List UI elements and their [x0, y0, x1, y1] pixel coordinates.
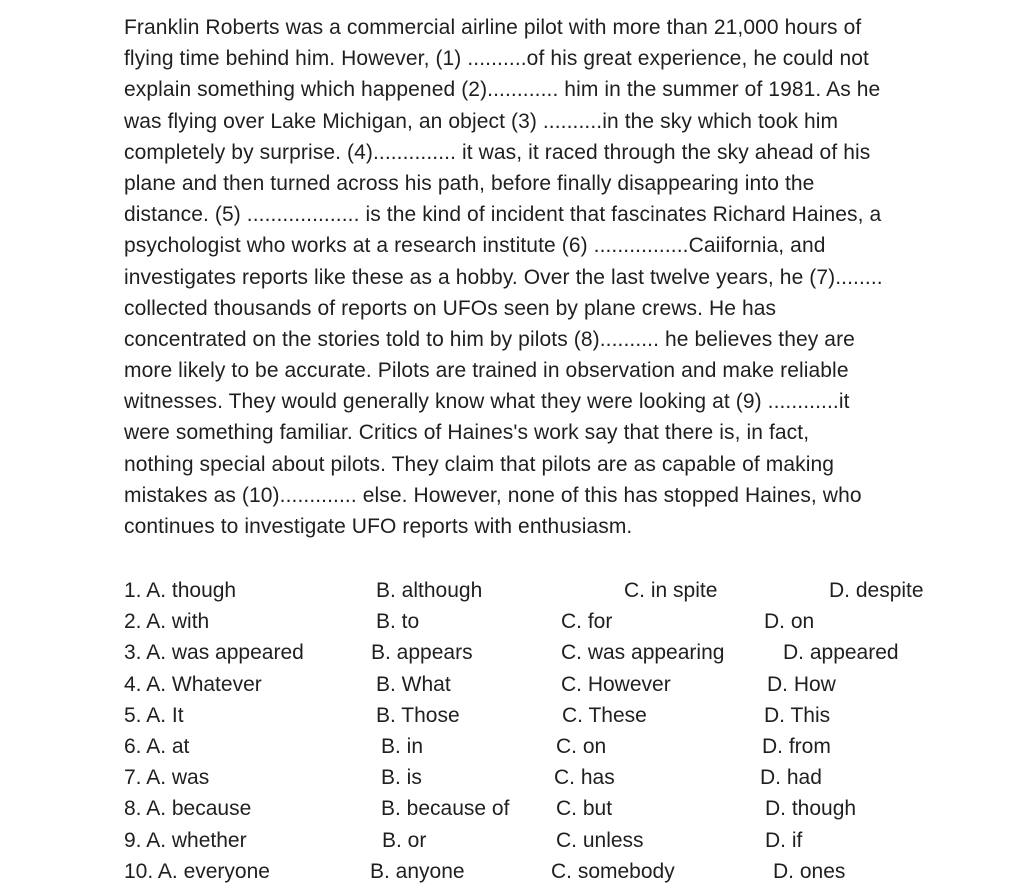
question-number: 6. [124, 734, 142, 758]
option-b: B. although [376, 579, 483, 602]
question-number: 10. [124, 859, 154, 883]
option-d: D. had [760, 766, 822, 790]
question-number: 4. [124, 672, 142, 696]
passage-line: were something familiar. Critics of Haines's work say that there is, in fact, [124, 421, 810, 445]
passage [124, 12, 994, 542]
passage-line: plane and then turned across his path, before finally disappearing into the [124, 171, 815, 195]
option-a: 9. A. whether [124, 828, 247, 852]
passage-line: more likely to be accurate. Pilots are trained in observation and make reliable [124, 359, 849, 383]
option-b: B. Those [376, 703, 460, 727]
question-number: 9. [124, 828, 142, 852]
option-c: C. somebody [551, 859, 675, 883]
option-b: B. anyone [370, 859, 465, 883]
option-b: B. in [381, 734, 424, 758]
question-row [0, 637, 1024, 668]
passage-line: flying time behind him. However, (1) ..........of his great experience, he could not [124, 47, 869, 71]
question-number: 2. [124, 610, 142, 634]
passage-line: mistakes as (10)............. else. However, none of this has stopped Haines, who [124, 483, 862, 507]
option-b: B. What [376, 672, 451, 696]
option-c: C. unless [556, 828, 644, 852]
option-b: B. is [381, 766, 422, 790]
question-number: 8. [124, 797, 142, 821]
option-b: B. or [382, 828, 427, 852]
passage-line: distance. (5) ................... is the kind of incident that fascinates Richard Haines, a [124, 203, 882, 227]
passage-line: nothing special about pilots. They claim that pilots are as capable of making [124, 452, 835, 476]
option-d: D. ones [773, 859, 846, 883]
option-d: D. How [767, 672, 836, 696]
passage-line: continues to investigate UFO reports with enthusiasm. [124, 515, 633, 538]
passage-line: explain something which happened (2)............ him in the summer of 1981. As he [124, 78, 881, 102]
passage-line: completely by surprise. (4).............. it was, it raced through the sky ahead of his [124, 140, 871, 164]
question-number: 7. [124, 766, 142, 790]
question-row [0, 762, 1024, 793]
option-c: C. However [561, 672, 671, 696]
question-row [0, 731, 1024, 762]
passage-line: witnesses. They would generally know what they were looking at (9) ............it [124, 390, 850, 414]
option-b: B. appears [371, 641, 473, 665]
option-b: B. to [376, 610, 420, 634]
option-a: 8. A. because [124, 797, 252, 821]
option-d: D. if [765, 828, 803, 852]
option-c: C. was appearing [561, 641, 725, 665]
question-row [0, 575, 1024, 606]
question-row [0, 700, 1024, 731]
option-d: D. despite [829, 579, 924, 602]
option-a: 2. A. with [124, 610, 210, 634]
option-a: 5. A. It [124, 703, 184, 727]
question-row [0, 606, 1024, 637]
passage-line: Franklin Roberts was a commercial airline pilot with more than 21,000 hours of [124, 16, 862, 39]
option-c: C. but [556, 797, 613, 821]
option-b: B. because of [381, 797, 510, 821]
passage-line: psychologist who works at a research institute (6) ................Caiifornia, and [124, 234, 826, 258]
option-c: C. has [554, 766, 615, 790]
option-c: C. on [556, 734, 607, 758]
option-c: C. for [561, 610, 613, 634]
passage-line: collected thousands of reports on UFOs seen by plane crews. He has [124, 296, 777, 320]
option-d: D. appeared [783, 641, 899, 665]
question-number: 1. [124, 579, 142, 602]
question-number: 3. [124, 641, 142, 665]
option-d: D. on [764, 610, 815, 634]
option-a: 7. A. was [124, 766, 210, 790]
option-d: D. This [764, 703, 831, 727]
question-row [0, 825, 1024, 856]
question-row [0, 793, 1024, 824]
option-c: C. in spite [624, 579, 718, 602]
passage-line: was flying over Lake Michigan, an object (3) ..........in the sky which took him [124, 109, 839, 133]
answer-options [0, 575, 1024, 887]
question-row [0, 856, 1024, 887]
option-a: 10. A. everyone [124, 859, 270, 883]
option-a: 1. A. though [124, 579, 237, 602]
question-row [0, 669, 1024, 700]
option-d: D. though [765, 797, 857, 821]
option-c: C. These [562, 703, 647, 727]
option-a: 3. A. was appeared [124, 641, 304, 665]
option-a: 4. A. Whatever [124, 672, 262, 696]
passage-line: concentrated on the stories told to him by pilots (8).......... he believes they are [124, 327, 855, 351]
option-d: D. from [762, 734, 831, 758]
option-a: 6. A. at [124, 734, 190, 758]
passage-line: investigates reports like these as a hobby. Over the last twelve years, he (7)........ [124, 265, 883, 289]
question-number: 5. [124, 703, 142, 727]
